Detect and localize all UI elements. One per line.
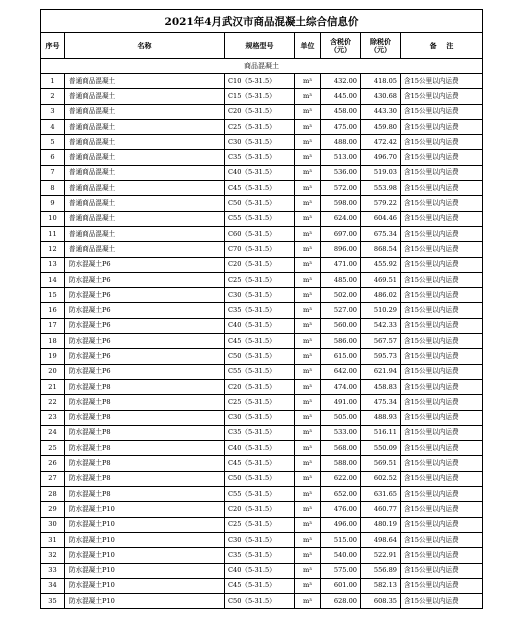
- header-price-tax: 含税价 （元）: [321, 33, 361, 59]
- table-row: [41, 242, 483, 257]
- cell-unit: m³: [295, 135, 321, 150]
- cell-price-notax: 553.98: [361, 181, 401, 196]
- cell-price-notax: 455.92: [361, 257, 401, 272]
- table-row: [41, 548, 483, 563]
- table-row: [41, 119, 483, 134]
- cell-spec: C40（5-31.5）: [225, 441, 295, 456]
- cell-price-notax: 582.13: [361, 578, 401, 593]
- cell-note: 含15公里以内运费: [401, 104, 483, 119]
- cell-spec: C50（5-31.5）: [225, 471, 295, 486]
- cell-price-tax: 458.00: [321, 104, 361, 119]
- cell-name: 普通商品混凝土: [65, 196, 225, 211]
- cell-note: 含15公里以内运费: [401, 395, 483, 410]
- cell-name: 防水混凝土P8: [65, 471, 225, 486]
- price-table: [40, 9, 483, 609]
- cell-unit: m³: [295, 456, 321, 471]
- cell-name: 防水混凝土P8: [65, 379, 225, 394]
- cell-price-tax: 560.00: [321, 318, 361, 333]
- cell-name: 防水混凝土P10: [65, 502, 225, 517]
- cell-note: 含15公里以内运费: [401, 517, 483, 532]
- cell-name: 普通商品混凝土: [65, 150, 225, 165]
- page-title: 2021年4月武汉市商品混凝土综合信息价: [41, 10, 483, 33]
- cell-spec: C25（5-31.5）: [225, 119, 295, 134]
- header-no: 序号: [41, 33, 65, 59]
- cell-price-notax: 604.46: [361, 211, 401, 226]
- cell-no: 4: [41, 119, 65, 134]
- cell-spec: C15（5-31.5）: [225, 89, 295, 104]
- cell-price-tax: 515.00: [321, 532, 361, 547]
- cell-note: 含15公里以内运费: [401, 578, 483, 593]
- cell-spec: C55（5-31.5）: [225, 487, 295, 502]
- cell-unit: m³: [295, 578, 321, 593]
- cell-name: 普通商品混凝土: [65, 181, 225, 196]
- table-row: [41, 532, 483, 547]
- cell-note: 含15公里以内运费: [401, 425, 483, 440]
- cell-spec: C25（5-31.5）: [225, 395, 295, 410]
- cell-note: 含15公里以内运费: [401, 257, 483, 272]
- cell-unit: m³: [295, 594, 321, 609]
- cell-no: 24: [41, 425, 65, 440]
- table-row: [41, 395, 483, 410]
- cell-no: 30: [41, 517, 65, 532]
- table-row: [41, 165, 483, 180]
- cell-no: 34: [41, 578, 65, 593]
- cell-no: 23: [41, 410, 65, 425]
- cell-name: 防水混凝土P6: [65, 318, 225, 333]
- cell-price-tax: 475.00: [321, 119, 361, 134]
- cell-spec: C55（5-31.5）: [225, 211, 295, 226]
- cell-note: 含15公里以内运费: [401, 456, 483, 471]
- cell-name: 防水混凝土P8: [65, 487, 225, 502]
- cell-name: 普通商品混凝土: [65, 74, 225, 89]
- cell-no: 10: [41, 211, 65, 226]
- cell-note: 含15公里以内运费: [401, 74, 483, 89]
- cell-note: 含15公里以内运费: [401, 288, 483, 303]
- table-row: [41, 211, 483, 226]
- cell-spec: C60（5-31.5）: [225, 226, 295, 241]
- table-row: [41, 487, 483, 502]
- cell-price-notax: 608.35: [361, 594, 401, 609]
- cell-price-notax: 510.29: [361, 303, 401, 318]
- cell-no: 8: [41, 181, 65, 196]
- header-name: 名称: [65, 33, 225, 59]
- table-row: [41, 318, 483, 333]
- cell-spec: C45（5-31.5）: [225, 334, 295, 349]
- cell-no: 21: [41, 379, 65, 394]
- cell-price-tax: 572.00: [321, 181, 361, 196]
- cell-price-notax: 418.05: [361, 74, 401, 89]
- cell-name: 防水混凝土P8: [65, 395, 225, 410]
- cell-name: 普通商品混凝土: [65, 135, 225, 150]
- cell-unit: m³: [295, 334, 321, 349]
- cell-no: 18: [41, 334, 65, 349]
- cell-price-tax: 642.00: [321, 364, 361, 379]
- cell-no: 29: [41, 502, 65, 517]
- cell-spec: C50（5-31.5）: [225, 594, 295, 609]
- cell-price-tax: 491.00: [321, 395, 361, 410]
- cell-no: 15: [41, 288, 65, 303]
- cell-unit: m³: [295, 318, 321, 333]
- cell-unit: m³: [295, 441, 321, 456]
- cell-note: 含15公里以内运费: [401, 318, 483, 333]
- section-row: [41, 59, 483, 74]
- cell-unit: m³: [295, 211, 321, 226]
- title-row: [41, 10, 483, 33]
- cell-price-tax: 536.00: [321, 165, 361, 180]
- table-row: [41, 74, 483, 89]
- cell-no: 13: [41, 257, 65, 272]
- table-row: [41, 226, 483, 241]
- table-row: [41, 471, 483, 486]
- cell-name: 防水混凝土P6: [65, 257, 225, 272]
- cell-unit: m³: [295, 257, 321, 272]
- header-note: 备 注: [401, 33, 483, 59]
- cell-no: 25: [41, 441, 65, 456]
- cell-no: 35: [41, 594, 65, 609]
- table-row: [41, 563, 483, 578]
- cell-price-tax: 896.00: [321, 242, 361, 257]
- cell-spec: C45（5-31.5）: [225, 578, 295, 593]
- cell-price-tax: 513.00: [321, 150, 361, 165]
- cell-note: 含15公里以内运费: [401, 532, 483, 547]
- cell-note: 含15公里以内运费: [401, 563, 483, 578]
- cell-no: 9: [41, 196, 65, 211]
- cell-no: 31: [41, 532, 65, 547]
- cell-price-tax: 601.00: [321, 578, 361, 593]
- cell-name: 普通商品混凝土: [65, 242, 225, 257]
- cell-spec: C25（5-31.5）: [225, 272, 295, 287]
- cell-price-tax: 652.00: [321, 487, 361, 502]
- cell-price-tax: 624.00: [321, 211, 361, 226]
- cell-unit: m³: [295, 226, 321, 241]
- cell-price-tax: 471.00: [321, 257, 361, 272]
- cell-spec: C45（5-31.5）: [225, 181, 295, 196]
- cell-unit: m³: [295, 89, 321, 104]
- table-row: [41, 594, 483, 609]
- cell-unit: m³: [295, 410, 321, 425]
- cell-unit: m³: [295, 563, 321, 578]
- cell-unit: m³: [295, 395, 321, 410]
- cell-unit: m³: [295, 364, 321, 379]
- cell-spec: C20（5-31.5）: [225, 257, 295, 272]
- cell-name: 防水混凝土P6: [65, 288, 225, 303]
- cell-note: 含15公里以内运费: [401, 303, 483, 318]
- cell-note: 含15公里以内运费: [401, 441, 483, 456]
- cell-note: 含15公里以内运费: [401, 242, 483, 257]
- cell-note: 含15公里以内运费: [401, 150, 483, 165]
- cell-note: 含15公里以内运费: [401, 272, 483, 287]
- cell-unit: m³: [295, 165, 321, 180]
- table-row: [41, 272, 483, 287]
- cell-spec: C20（5-31.5）: [225, 379, 295, 394]
- table-row: [41, 257, 483, 272]
- cell-spec: C40（5-31.5）: [225, 165, 295, 180]
- cell-price-notax: 542.33: [361, 318, 401, 333]
- cell-name: 防水混凝土P8: [65, 425, 225, 440]
- cell-price-tax: 474.00: [321, 379, 361, 394]
- cell-unit: m³: [295, 303, 321, 318]
- cell-name: 防水混凝土P6: [65, 272, 225, 287]
- cell-spec: C35（5-31.5）: [225, 548, 295, 563]
- cell-spec: C50（5-31.5）: [225, 349, 295, 364]
- cell-price-tax: 697.00: [321, 226, 361, 241]
- cell-price-notax: 475.34: [361, 395, 401, 410]
- cell-price-notax: 498.64: [361, 532, 401, 547]
- cell-name: 防水混凝土P10: [65, 578, 225, 593]
- table-row: [41, 364, 483, 379]
- cell-name: 普通商品混凝土: [65, 89, 225, 104]
- cell-spec: C30（5-31.5）: [225, 410, 295, 425]
- cell-unit: m³: [295, 119, 321, 134]
- cell-name: 防水混凝土P6: [65, 303, 225, 318]
- cell-name: 普通商品混凝土: [65, 119, 225, 134]
- cell-price-notax: 480.19: [361, 517, 401, 532]
- cell-price-tax: 628.00: [321, 594, 361, 609]
- cell-no: 12: [41, 242, 65, 257]
- cell-name: 普通商品混凝土: [65, 226, 225, 241]
- cell-note: 含15公里以内运费: [401, 471, 483, 486]
- cell-name: 防水混凝土P6: [65, 334, 225, 349]
- cell-price-notax: 675.34: [361, 226, 401, 241]
- cell-no: 7: [41, 165, 65, 180]
- cell-name: 普通商品混凝土: [65, 211, 225, 226]
- cell-unit: m³: [295, 196, 321, 211]
- cell-name: 防水混凝土P10: [65, 517, 225, 532]
- cell-name: 防水混凝土P8: [65, 441, 225, 456]
- cell-name: 防水混凝土P10: [65, 594, 225, 609]
- cell-name: 防水混凝土P6: [65, 364, 225, 379]
- cell-spec: C55（5-31.5）: [225, 364, 295, 379]
- cell-unit: m³: [295, 502, 321, 517]
- cell-no: 20: [41, 364, 65, 379]
- cell-price-tax: 445.00: [321, 89, 361, 104]
- table-row: [41, 135, 483, 150]
- table-row: [41, 104, 483, 119]
- cell-no: 3: [41, 104, 65, 119]
- cell-unit: m³: [295, 471, 321, 486]
- cell-no: 11: [41, 226, 65, 241]
- cell-unit: m³: [295, 548, 321, 563]
- cell-price-tax: 505.00: [321, 410, 361, 425]
- cell-price-notax: 567.57: [361, 334, 401, 349]
- table-row: [41, 89, 483, 104]
- cell-price-tax: 615.00: [321, 349, 361, 364]
- cell-name: 防水混凝土P10: [65, 548, 225, 563]
- table-row: [41, 181, 483, 196]
- cell-spec: C50（5-31.5）: [225, 196, 295, 211]
- cell-spec: C25（5-31.5）: [225, 517, 295, 532]
- cell-price-notax: 868.54: [361, 242, 401, 257]
- table-row: [41, 150, 483, 165]
- cell-price-tax: 476.00: [321, 502, 361, 517]
- table-row: [41, 578, 483, 593]
- table-row: [41, 456, 483, 471]
- cell-spec: C30（5-31.5）: [225, 288, 295, 303]
- header-unit: 单位: [295, 33, 321, 59]
- cell-price-notax: 443.30: [361, 104, 401, 119]
- cell-no: 2: [41, 89, 65, 104]
- cell-no: 19: [41, 349, 65, 364]
- cell-note: 含15公里以内运费: [401, 502, 483, 517]
- cell-spec: C30（5-31.5）: [225, 532, 295, 547]
- cell-note: 含15公里以内运费: [401, 334, 483, 349]
- cell-unit: m³: [295, 487, 321, 502]
- table-body: [41, 74, 483, 609]
- cell-spec: C10（5-31.5）: [225, 74, 295, 89]
- cell-note: 含15公里以内运费: [401, 379, 483, 394]
- cell-name: 防水混凝土P6: [65, 349, 225, 364]
- cell-price-notax: 550.09: [361, 441, 401, 456]
- cell-price-tax: 533.00: [321, 425, 361, 440]
- cell-unit: m³: [295, 74, 321, 89]
- table-row: [41, 288, 483, 303]
- header-row: [41, 33, 483, 59]
- cell-spec: C40（5-31.5）: [225, 563, 295, 578]
- cell-no: 5: [41, 135, 65, 150]
- cell-no: 22: [41, 395, 65, 410]
- cell-spec: C20（5-31.5）: [225, 502, 295, 517]
- cell-price-notax: 621.94: [361, 364, 401, 379]
- cell-spec: C35（5-31.5）: [225, 303, 295, 318]
- cell-note: 含15公里以内运费: [401, 135, 483, 150]
- cell-price-notax: 472.42: [361, 135, 401, 150]
- cell-price-notax: 519.03: [361, 165, 401, 180]
- cell-name: 防水混凝土P10: [65, 563, 225, 578]
- cell-spec: C70（5-31.5）: [225, 242, 295, 257]
- cell-spec: C35（5-31.5）: [225, 425, 295, 440]
- header-spec: 规格型号: [225, 33, 295, 59]
- table-row: [41, 334, 483, 349]
- cell-note: 含15公里以内运费: [401, 196, 483, 211]
- cell-no: 6: [41, 150, 65, 165]
- table-row: [41, 441, 483, 456]
- cell-note: 含15公里以内运费: [401, 211, 483, 226]
- cell-no: 27: [41, 471, 65, 486]
- cell-price-notax: 579.22: [361, 196, 401, 211]
- cell-unit: m³: [295, 288, 321, 303]
- cell-spec: C20（5-31.5）: [225, 104, 295, 119]
- cell-price-tax: 586.00: [321, 334, 361, 349]
- cell-note: 含15公里以内运费: [401, 89, 483, 104]
- cell-unit: m³: [295, 379, 321, 394]
- cell-spec: C30（5-31.5）: [225, 135, 295, 150]
- cell-note: 含15公里以内运费: [401, 165, 483, 180]
- cell-price-notax: 460.77: [361, 502, 401, 517]
- cell-note: 含15公里以内运费: [401, 226, 483, 241]
- cell-price-notax: 458.83: [361, 379, 401, 394]
- cell-price-tax: 588.00: [321, 456, 361, 471]
- cell-price-tax: 527.00: [321, 303, 361, 318]
- cell-no: 17: [41, 318, 65, 333]
- cell-note: 含15公里以内运费: [401, 364, 483, 379]
- cell-price-tax: 575.00: [321, 563, 361, 578]
- cell-no: 32: [41, 548, 65, 563]
- cell-note: 含15公里以内运费: [401, 119, 483, 134]
- cell-unit: m³: [295, 150, 321, 165]
- cell-price-notax: 459.80: [361, 119, 401, 134]
- cell-price-tax: 622.00: [321, 471, 361, 486]
- table-row: [41, 425, 483, 440]
- cell-price-tax: 432.00: [321, 74, 361, 89]
- cell-spec: C40（5-31.5）: [225, 318, 295, 333]
- cell-no: 28: [41, 487, 65, 502]
- cell-name: 防水混凝土P8: [65, 456, 225, 471]
- cell-no: 16: [41, 303, 65, 318]
- cell-spec: C35（5-31.5）: [225, 150, 295, 165]
- cell-price-notax: 595.73: [361, 349, 401, 364]
- section-label: 商品混凝土: [41, 59, 483, 74]
- cell-unit: m³: [295, 104, 321, 119]
- cell-price-tax: 568.00: [321, 441, 361, 456]
- cell-price-tax: 598.00: [321, 196, 361, 211]
- header-price-notax: 除税价 （元）: [361, 33, 401, 59]
- cell-no: 26: [41, 456, 65, 471]
- cell-note: 含15公里以内运费: [401, 594, 483, 609]
- cell-price-notax: 631.65: [361, 487, 401, 502]
- cell-note: 含15公里以内运费: [401, 410, 483, 425]
- cell-price-tax: 488.00: [321, 135, 361, 150]
- cell-price-notax: 522.91: [361, 548, 401, 563]
- cell-name: 普通商品混凝土: [65, 165, 225, 180]
- cell-price-notax: 602.52: [361, 471, 401, 486]
- cell-price-notax: 496.70: [361, 150, 401, 165]
- cell-price-tax: 502.00: [321, 288, 361, 303]
- cell-name: 防水混凝土P8: [65, 410, 225, 425]
- cell-price-notax: 569.51: [361, 456, 401, 471]
- cell-note: 含15公里以内运费: [401, 349, 483, 364]
- table-row: [41, 410, 483, 425]
- cell-name: 普通商品混凝土: [65, 104, 225, 119]
- cell-price-notax: 488.93: [361, 410, 401, 425]
- cell-spec: C45（5-31.5）: [225, 456, 295, 471]
- cell-note: 含15公里以内运费: [401, 487, 483, 502]
- cell-unit: m³: [295, 517, 321, 532]
- table-row: [41, 502, 483, 517]
- table-row: [41, 349, 483, 364]
- cell-price-tax: 485.00: [321, 272, 361, 287]
- cell-price-notax: 430.68: [361, 89, 401, 104]
- table-row: [41, 196, 483, 211]
- cell-no: 14: [41, 272, 65, 287]
- cell-unit: m³: [295, 349, 321, 364]
- cell-name: 防水混凝土P10: [65, 532, 225, 547]
- cell-price-notax: 469.51: [361, 272, 401, 287]
- cell-price-notax: 516.11: [361, 425, 401, 440]
- table-row: [41, 379, 483, 394]
- cell-note: 含15公里以内运费: [401, 181, 483, 196]
- cell-unit: m³: [295, 425, 321, 440]
- cell-price-tax: 496.00: [321, 517, 361, 532]
- table-row: [41, 517, 483, 532]
- cell-unit: m³: [295, 242, 321, 257]
- table-row: [41, 303, 483, 318]
- cell-price-notax: 486.02: [361, 288, 401, 303]
- price-sheet: [40, 9, 482, 609]
- cell-unit: m³: [295, 181, 321, 196]
- cell-price-notax: 556.89: [361, 563, 401, 578]
- cell-no: 1: [41, 74, 65, 89]
- cell-price-tax: 540.00: [321, 548, 361, 563]
- page-crop-edge: [0, 626, 521, 635]
- cell-unit: m³: [295, 532, 321, 547]
- cell-no: 33: [41, 563, 65, 578]
- cell-note: 含15公里以内运费: [401, 548, 483, 563]
- cell-unit: m³: [295, 272, 321, 287]
